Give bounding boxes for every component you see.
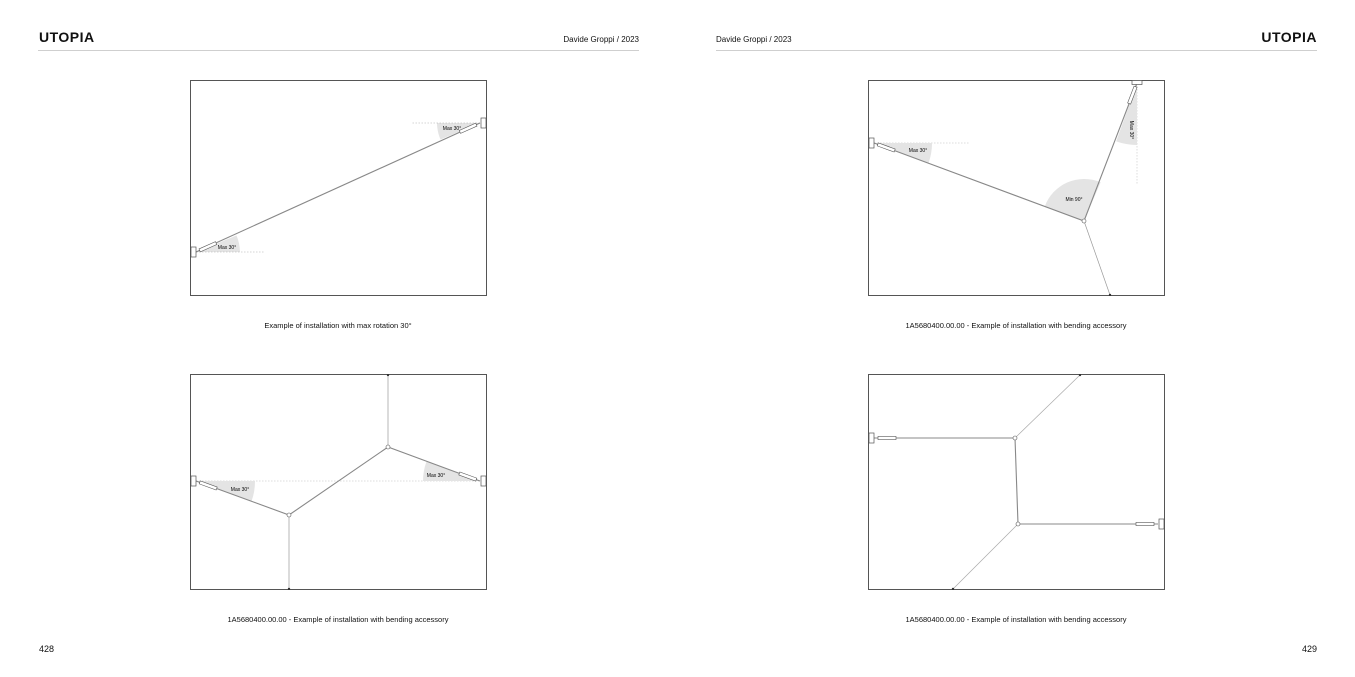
- angle-label: Max 30°: [908, 148, 928, 154]
- angle-label: Max 30°: [217, 245, 237, 251]
- installation-diagram-bending-min-90: [868, 80, 1165, 296]
- installation-diagram-bending-accessory: [190, 374, 487, 590]
- figure-caption: Example of installation with max rotation 30°: [264, 321, 412, 330]
- installation-diagram-max-rotation: [190, 80, 487, 296]
- page-number: 429: [1301, 644, 1317, 654]
- brand-title: UTOPIA: [1261, 29, 1317, 45]
- left-page: [0, 0, 677, 677]
- brand-title: UTOPIA: [39, 29, 95, 45]
- page-number: 428: [39, 644, 55, 654]
- header-divider: [716, 50, 1317, 51]
- installation-diagram-bending-orthogonal: [868, 374, 1165, 590]
- author-year: Davide Groppi / 2023: [716, 35, 792, 44]
- author-year: Davide Groppi / 2023: [563, 35, 639, 44]
- figure-caption: 1A5680400.00.00 - Example of installation with bending accessory: [905, 615, 1127, 624]
- angle-label: Max 30°: [230, 487, 250, 493]
- right-page: [678, 0, 1355, 677]
- angle-label: Max 30°: [442, 126, 462, 132]
- figure-caption: 1A5680400.00.00 - Example of installation with bending accessory: [905, 321, 1127, 330]
- angle-label: Max 30°: [426, 473, 446, 479]
- angle-label: Min 90°: [1065, 197, 1083, 203]
- angle-label: Max 30°: [1128, 120, 1134, 140]
- header-divider: [38, 50, 639, 51]
- figure-caption: 1A5680400.00.00 - Example of installation with bending accessory: [227, 615, 449, 624]
